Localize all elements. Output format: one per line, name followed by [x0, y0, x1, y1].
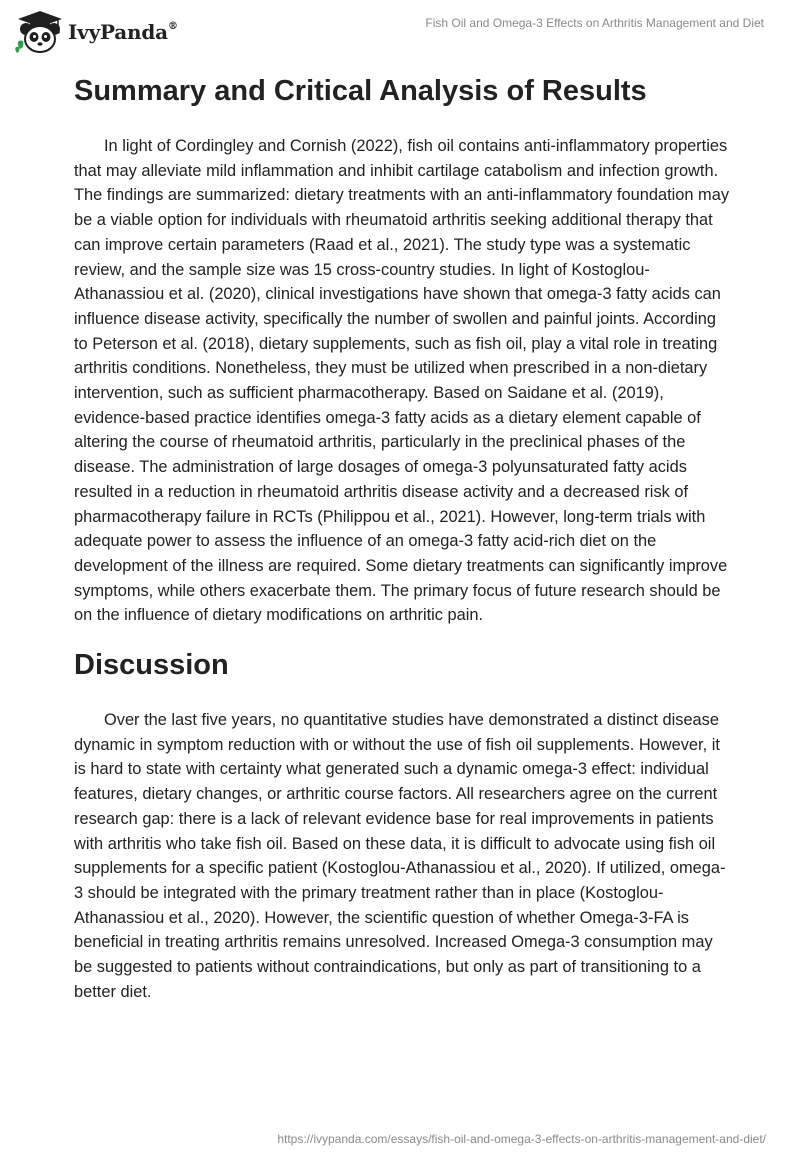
brand-name: IvyPanda® — [68, 20, 178, 44]
section-heading-discussion: Discussion — [74, 649, 229, 682]
panda-graduation-cap-icon — [14, 9, 66, 55]
discussion-paragraph: Over the last five years, no quantitative studies have demonstrated a distinct disease dynamic in symptom reduction with or without the use of fish oil supplements. However, it is hard to state with certainty what generated such a dynamic omega-3 effect: individual features, dietary changes, or arthritic course factors. All researchers agree on the current research gap: there is a lack of relevant evidence base for real improvements in patients with arthritis who take fish oil. Based on these data, it is difficult to advocate using fish oil supplements for a specific patient (Kostoglou-Athanassiou et al., 2020). If utilized, omega-3 should be integrated with the primary treatment rather than in place (Kostoglou-Athanassiou et al., 2020). However, the scientific question of whether Omega-3-FA is beneficial in treating arthritis remains unresolved. Increased Omega-3 consumption may be suggested to patients without contraindications, but only as part of transitioning to a better diet. — [74, 711, 726, 1001]
registered-mark: ® — [167, 21, 178, 33]
essay-content — [74, 70, 734, 1005]
page-header — [0, 0, 800, 60]
source-url[interactable]: https://ivypanda.com/essays/fish-oil-and-omega-3-effects-on-arthritis-management-and-diet/ — [277, 1132, 766, 1146]
brand-logo[interactable] — [14, 9, 178, 55]
document-title: Fish Oil and Omega-3 Effects on Arthritis Management and Diet — [425, 16, 764, 30]
section-heading-summary: Summary and Critical Analysis of Results — [74, 75, 647, 107]
summary-paragraph: In light of Cordingley and Cornish (2022), fish oil contains anti-inflammatory properties that may alleviate mild inflammation and inhibit cartilage catabolism and infection growth. The findings are summarized: dietary treatments with an anti-inflammatory foundation may be a viable option for individuals with rheumatoid arthritis seeking additional therapy that can improve certain parameters (Raad et al., 2021). The study type was a systematic review, and the sample size was 15 cross-country studies. In light of Kostoglou-Athanassiou et al. (2020), clinical investigations have shown that omega-3 fatty acids can influence disease activity, specifically the number of swollen and painful joints. According to Peterson et al. (2018), dietary supplements, such as fish oil, play a vital role in treating arthritis conditions. Nonetheless, they must be utilized when prescribed in a non-dietary intervention, such as sufficient pharmacotherapy. Based on Saidane et al. (2019), evidence-based practice identifies omega-3 fatty acids as a dietary element capable of altering the course of rheumatoid arthritis, particularly in the preclinical phases of the disease. The administration of large dosages of omega-3 polyunsaturated fatty acids resulted in a reduction in rheumatoid arthritis disease activity and a decreased risk of pharmacotherapy failure in RCTs (Philippou et al., 2021). However, long-term trials with adequate power to assess the influence of an omega-3 fatty acid-rich diet on the development of the illness are required. Some dietary treatments can significantly improve symptoms, while others exacerbate them. The primary focus of future research should be on the influence of dietary modifications on arthritic pain. — [74, 137, 730, 625]
